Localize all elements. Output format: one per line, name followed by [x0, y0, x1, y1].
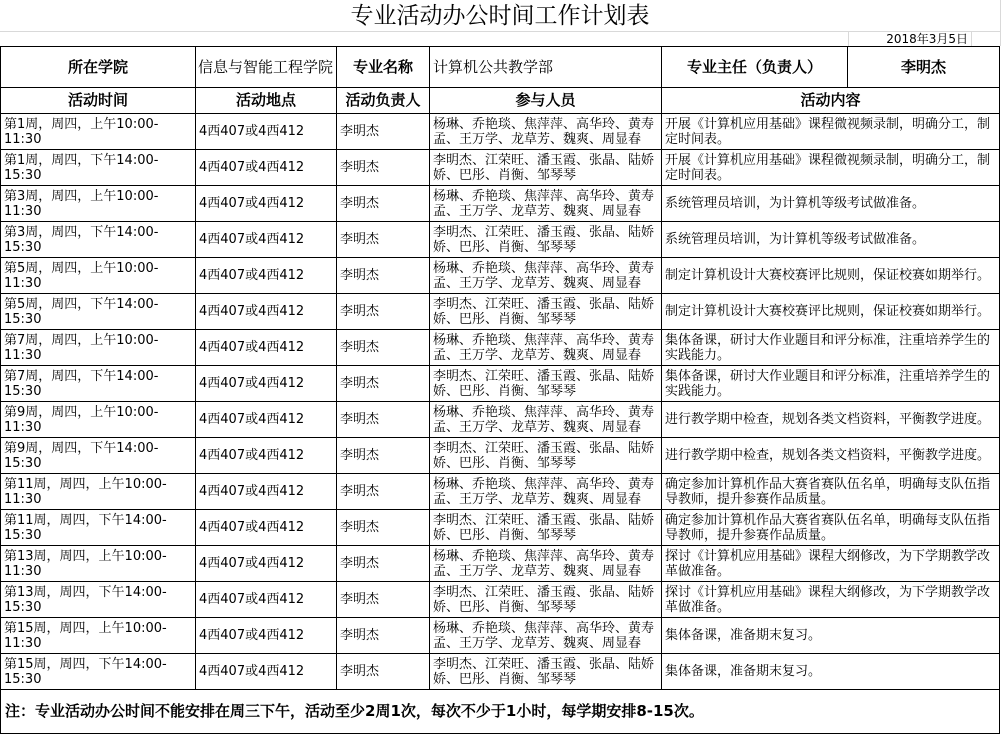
- cell-participants[interactable]: 杨琳、乔艳琰、焦萍萍、高华玲、黄寿孟、王万学、龙草芳、魏爽、周显春: [430, 474, 662, 510]
- cell-leader[interactable]: 李明杰: [337, 582, 430, 618]
- cell-location[interactable]: 4西407或4西412: [196, 114, 337, 150]
- cell-location[interactable]: 4西407或4西412: [196, 546, 337, 582]
- cell-activity-time[interactable]: 第1周，周四，上午10:00-11:30: [1, 114, 196, 150]
- director-value-cell[interactable]: 李明杰: [848, 47, 1000, 88]
- header-location[interactable]: 活动地点: [196, 88, 337, 114]
- cell-participants[interactable]: 杨琳、乔艳琰、焦萍萍、高华玲、黄寿孟、王万学、龙草芳、魏爽、周显春: [430, 258, 662, 294]
- cell-leader[interactable]: 李明杰: [337, 438, 430, 474]
- cell-participants[interactable]: 杨琳、乔艳琰、焦萍萍、高华玲、黄寿孟、王万学、龙草芳、魏爽、周显春: [430, 402, 662, 438]
- gridline: [1000, 0, 1001, 46]
- cell-leader[interactable]: 李明杰: [337, 330, 430, 366]
- cell-leader[interactable]: 李明杰: [337, 618, 430, 654]
- major-label-cell[interactable]: 专业名称: [337, 47, 430, 88]
- cell-participants[interactable]: 杨琳、乔艳琰、焦萍萍、高华玲、黄寿孟、王万学、龙草芳、魏爽、周显春: [430, 546, 662, 582]
- cell-participants[interactable]: 杨琳、乔艳琰、焦萍萍、高华玲、黄寿孟、王万学、龙草芳、魏爽、周显春: [430, 618, 662, 654]
- cell-participants[interactable]: 李明杰、江荣旺、潘玉霞、张晶、陆娇娇、巴彤、肖衡、邹琴琴: [430, 510, 662, 546]
- cell-location[interactable]: 4西407或4西412: [196, 438, 337, 474]
- cell-content[interactable]: 开展《计算机应用基础》课程微视频录制，明确分工，制定时间表。: [662, 150, 1000, 186]
- cell-activity-time[interactable]: 第9周，周四，上午10:00-11:30: [1, 402, 196, 438]
- cell-content[interactable]: 集体备课，准备期末复习。: [662, 618, 1000, 654]
- cell-leader[interactable]: 李明杰: [337, 258, 430, 294]
- cell-activity-time[interactable]: 第3周，周四，上午10:00-11:30: [1, 186, 196, 222]
- cell-leader[interactable]: 李明杰: [337, 366, 430, 402]
- cell-location[interactable]: 4西407或4西412: [196, 654, 337, 690]
- cell-content[interactable]: 进行教学期中检查，规划各类文档资料，平衡教学进度。: [662, 438, 1000, 474]
- cell-leader[interactable]: 李明杰: [337, 654, 430, 690]
- cell-location[interactable]: 4西407或4西412: [196, 474, 337, 510]
- cell-participants[interactable]: 李明杰、江荣旺、潘玉霞、张晶、陆娇娇、巴彤、肖衡、邹琴琴: [430, 150, 662, 186]
- cell-leader[interactable]: 李明杰: [337, 114, 430, 150]
- cell-activity-time[interactable]: 第15周，周四，下午14:00-15:30: [1, 654, 196, 690]
- plan-table: [0, 46, 1000, 734]
- cell-participants[interactable]: 杨琳、乔艳琰、焦萍萍、高华玲、黄寿孟、王万学、龙草芳、魏爽、周显春: [430, 186, 662, 222]
- sheet-title-cell[interactable]: 专业活动办公时间工作计划表: [0, 0, 1000, 32]
- date-cell[interactable]: 2018年3月5日: [848, 32, 972, 46]
- cell-location[interactable]: 4西407或4西412: [196, 366, 337, 402]
- cell-content[interactable]: 制定计算机设计大赛校赛评比规则，保证校赛如期举行。: [662, 294, 1000, 330]
- cell-participants[interactable]: 杨琳、乔艳琰、焦萍萍、高华玲、黄寿孟、王万学、龙草芳、魏爽、周显春: [430, 114, 662, 150]
- cell-content[interactable]: 制定计算机设计大赛校赛评比规则，保证校赛如期举行。: [662, 258, 1000, 294]
- cell-content[interactable]: 集体备课，研讨大作业题目和评分标准，注重培养学生的实践能力。: [662, 330, 1000, 366]
- cell-content[interactable]: 集体备课，研讨大作业题目和评分标准，注重培养学生的实践能力。: [662, 366, 1000, 402]
- cell-content[interactable]: 探讨《计算机应用基础》课程大纲修改，为下学期教学改革做准备。: [662, 546, 1000, 582]
- cell-location[interactable]: 4西407或4西412: [196, 294, 337, 330]
- director-label-cell[interactable]: 专业主任（负责人）: [662, 47, 848, 88]
- cell-activity-time[interactable]: 第3周，周四，下午14:00-15:30: [1, 222, 196, 258]
- note-cell[interactable]: 注：专业活动办公时间不能安排在周三下午，活动至少2周1次，每次不少于1小时，每学期安排8-15次。: [1, 690, 1000, 734]
- college-label-cell[interactable]: 所在学院: [1, 47, 196, 88]
- header-activity-time[interactable]: 活动时间: [1, 88, 196, 114]
- cell-location[interactable]: 4西407或4西412: [196, 618, 337, 654]
- cell-participants[interactable]: 李明杰、江荣旺、潘玉霞、张晶、陆娇娇、巴彤、肖衡、邹琴琴: [430, 294, 662, 330]
- cell-content[interactable]: 确定参加计算机作品大赛省赛队伍名单，明确每支队伍指导教师，提升参赛作品质量。: [662, 474, 1000, 510]
- cell-participants[interactable]: 李明杰、江荣旺、潘玉霞、张晶、陆娇娇、巴彤、肖衡、邹琴琴: [430, 366, 662, 402]
- cell-content[interactable]: 探讨《计算机应用基础》课程大纲修改，为下学期教学改革做准备。: [662, 582, 1000, 618]
- cell-activity-time[interactable]: 第7周，周四，下午14:00-15:30: [1, 366, 196, 402]
- cell-activity-time[interactable]: 第5周，周四，下午14:00-15:30: [1, 294, 196, 330]
- cell-leader[interactable]: 李明杰: [337, 402, 430, 438]
- cell-participants[interactable]: 李明杰、江荣旺、潘玉霞、张晶、陆娇娇、巴彤、肖衡、邹琴琴: [430, 222, 662, 258]
- cell-location[interactable]: 4西407或4西412: [196, 258, 337, 294]
- cell-activity-time[interactable]: 第13周，周四，下午14:00-15:30: [1, 582, 196, 618]
- major-value-cell[interactable]: 计算机公共教学部: [430, 47, 662, 88]
- cell-activity-time[interactable]: 第11周，周四，上午10:00-11:30: [1, 474, 196, 510]
- cell-location[interactable]: 4西407或4西412: [196, 510, 337, 546]
- cell-activity-time[interactable]: 第15周，周四，上午10:00-11:30: [1, 618, 196, 654]
- cell-content[interactable]: 系统管理员培训，为计算机等级考试做准备。: [662, 186, 1000, 222]
- cell-leader[interactable]: 李明杰: [337, 546, 430, 582]
- header-content[interactable]: 活动内容: [662, 88, 1000, 114]
- header-leader[interactable]: 活动负责人: [337, 88, 430, 114]
- cell-activity-time[interactable]: 第1周，周四，下午14:00-15:30: [1, 150, 196, 186]
- college-value-cell[interactable]: 信息与智能工程学院: [196, 47, 337, 88]
- cell-activity-time[interactable]: 第7周，周四，上午10:00-11:30: [1, 330, 196, 366]
- cell-leader[interactable]: 李明杰: [337, 150, 430, 186]
- cell-location[interactable]: 4西407或4西412: [196, 186, 337, 222]
- cell-location[interactable]: 4西407或4西412: [196, 582, 337, 618]
- date-row: [0, 32, 1000, 46]
- cell-leader[interactable]: 李明杰: [337, 510, 430, 546]
- cell-participants[interactable]: 李明杰、江荣旺、潘玉霞、张晶、陆娇娇、巴彤、肖衡、邹琴琴: [430, 654, 662, 690]
- cell-location[interactable]: 4西407或4西412: [196, 150, 337, 186]
- cell-leader[interactable]: 李明杰: [337, 186, 430, 222]
- cell-activity-time[interactable]: 第13周，周四，上午10:00-11:30: [1, 546, 196, 582]
- cell-location[interactable]: 4西407或4西412: [196, 222, 337, 258]
- cell-content[interactable]: 开展《计算机应用基础》课程微视频录制，明确分工，制定时间表。: [662, 114, 1000, 150]
- header-participants[interactable]: 参与人员: [430, 88, 662, 114]
- cell-leader[interactable]: 李明杰: [337, 294, 430, 330]
- cell-leader[interactable]: 李明杰: [337, 474, 430, 510]
- cell-content[interactable]: 进行教学期中检查，规划各类文档资料，平衡教学进度。: [662, 402, 1000, 438]
- cell-participants[interactable]: 李明杰、江荣旺、潘玉霞、张晶、陆娇娇、巴彤、肖衡、邹琴琴: [430, 438, 662, 474]
- cell-leader[interactable]: 李明杰: [337, 222, 430, 258]
- cell-participants[interactable]: 杨琳、乔艳琰、焦萍萍、高华玲、黄寿孟、王万学、龙草芳、魏爽、周显春: [430, 330, 662, 366]
- cell-activity-time[interactable]: 第9周，周四，下午14:00-15:30: [1, 438, 196, 474]
- cell-activity-time[interactable]: 第11周，周四，下午14:00-15:30: [1, 510, 196, 546]
- cell-location[interactable]: 4西407或4西412: [196, 402, 337, 438]
- cell-participants[interactable]: 李明杰、江荣旺、潘玉霞、张晶、陆娇娇、巴彤、肖衡、邹琴琴: [430, 582, 662, 618]
- cell-content[interactable]: 确定参加计算机作品大赛省赛队伍名单，明确每支队伍指导教师，提升参赛作品质量。: [662, 510, 1000, 546]
- cell-activity-time[interactable]: 第5周，周四，上午10:00-11:30: [1, 258, 196, 294]
- cell-location[interactable]: 4西407或4西412: [196, 330, 337, 366]
- cell-content[interactable]: 集体备课，准备期末复习。: [662, 654, 1000, 690]
- cell-content[interactable]: 系统管理员培训，为计算机等级考试做准备。: [662, 222, 1000, 258]
